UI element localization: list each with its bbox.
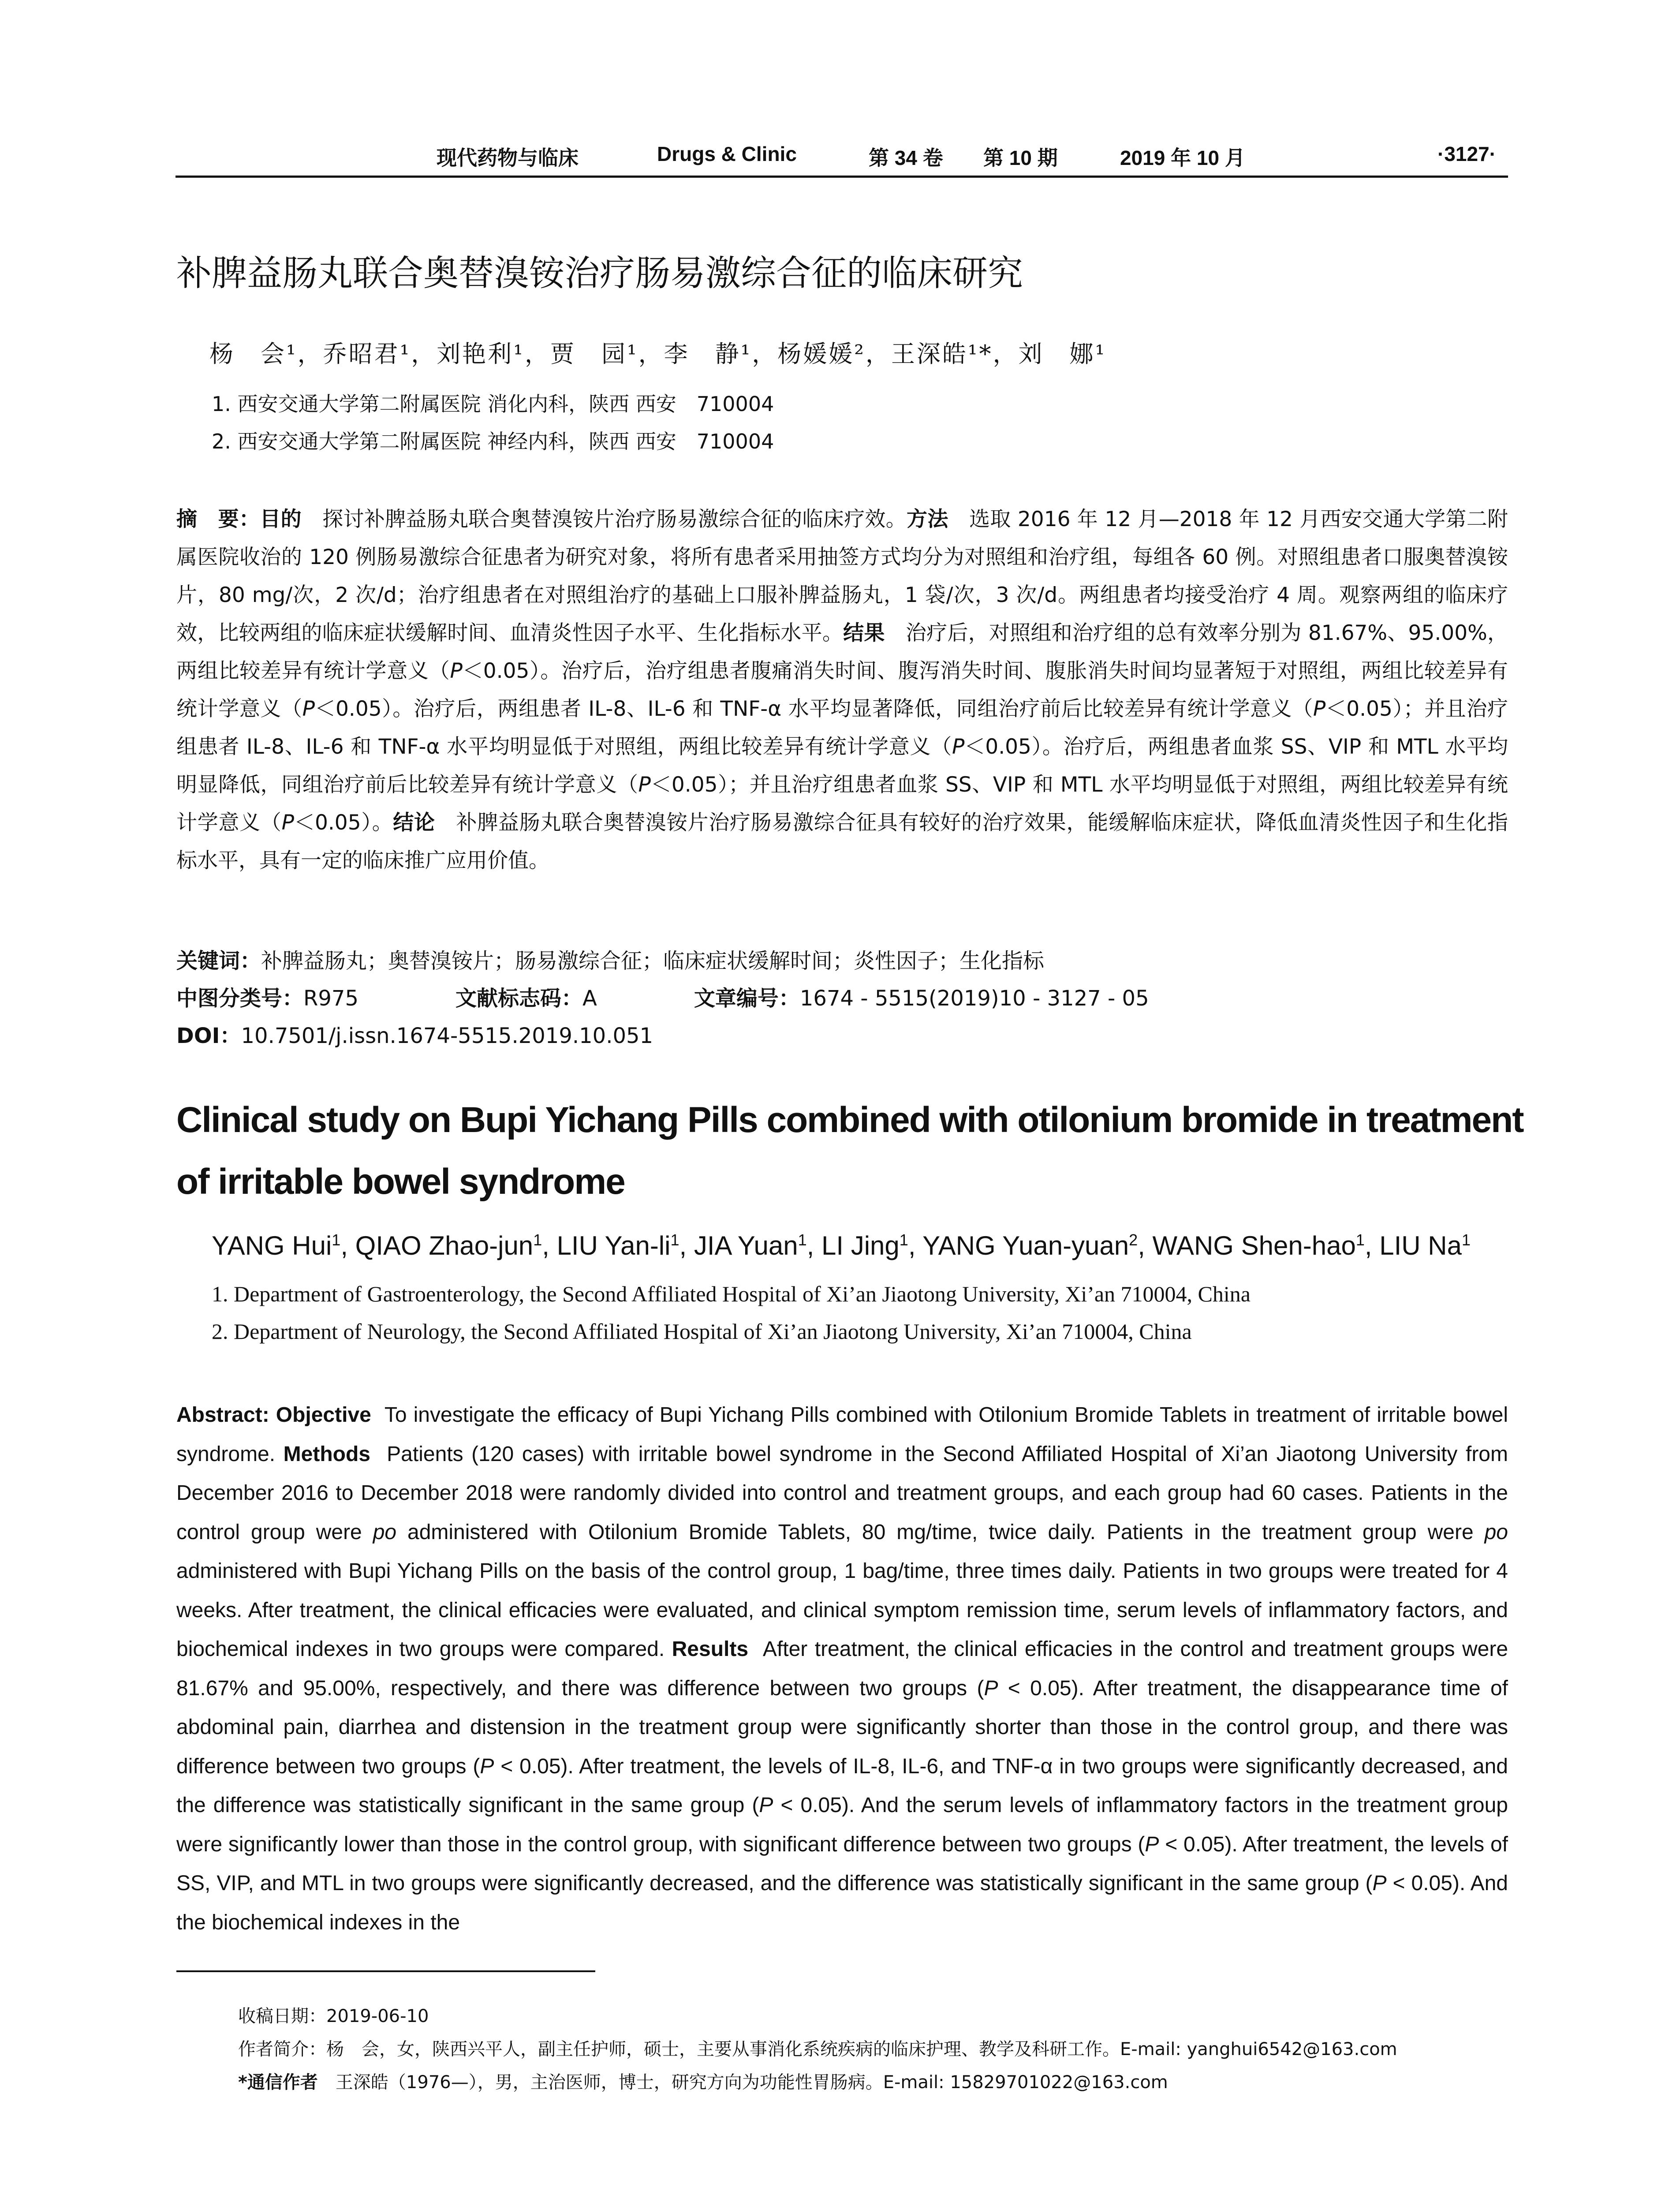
author-sup: 1 [332,1231,341,1249]
en-author: WANG Shen-hao [1152,1231,1356,1260]
cn-affiliation-2: 2. 西安交通大学第二附属医院 神经内科，陕西 西安 710004 [212,430,774,453]
en-methods-text: administered with Bupi Yichang Pills on the basis of the control group, 1 bag/time, three times daily. Patients in two groups were treated for 4 weeks. After treatment, the clinical efficacies were evaluated, and clinical symptom remission time, serum levels of inflammatory factors, and biochemical indexes in two groups were compared. [176,1559,1508,1661]
en-affiliation-2: 2. Department of Neurology, the Second Affiliated Hospital of Xi’an Jiaotong University, Xi’an 710004, China [212,1319,1192,1344]
doi-label: DOI： [176,1024,241,1048]
running-header [176,142,1508,168]
author-sup: 1 [1461,1231,1471,1249]
cn-keywords [176,944,1044,974]
doi-value: 10.7501/j.issn.1674-5515.2019.10.051 [241,1024,653,1048]
en-results-text: < 0.05). After treatment, the disappearance time of abdominal pain, diarrhea and distension in the treatment group were significantly shorter than those in the control group, and there was difference between two groups ( [176,1676,1508,1778]
doccode-label: 文献标志码： [455,986,582,1011]
en-results-text: < 0.05). And the biochemical indexes in the [176,1872,1508,1934]
en-authors: YANG Hui$^1$, QIAO Zhao-jun$^1$, LIU Yan-$li^1$, JIA Yuan$^1$, LI Jing$^1$, YANG Yuan-yuan$^2$, WANG Shen-hao$^1$, LIU Na$^1$ [212,1231,1471,1260]
cn-results-text: ＜0.05）；并且治疗组患者血浆 SS、VIP 和 MTL 水平均明显低于对照组，两组比较差异有统计学意义（ [176,773,1508,835]
p-value-symbol: P [638,773,651,797]
p-value-symbol: P [480,1754,494,1778]
p-value-symbol: P [952,735,965,759]
en-results-text: < 0.05). And the serum levels of inflammatory factors in the treatment group were significantly lower than those in the control group, with significant difference between two groups ( [176,1794,1508,1856]
en-author: YANG Yuan-yuan [922,1231,1129,1260]
en-results-label: Results [672,1637,749,1661]
doi-row [176,1019,653,1049]
en-objective-label: Objective [276,1403,371,1427]
author-sup: 1 [798,1231,807,1249]
en-affiliation-1: 1. Department of Gastroenterology, the Second Affiliated Hospital of Xi’an Jiaotong University, Xi’an 710004, China [212,1282,1251,1306]
corresponding-text: 王深皓（1976—），男，主治医师，博士，研究方向为功能性胃肠病。E-mail: 15829701022@163.com [317,2072,1168,2093]
author-sup: 1 [899,1231,908,1249]
p-value-symbol: P [450,659,463,683]
cn-results-text: ＜0.05）。治疗后，两组患者 IL-8、IL-6 和 TNF-α 水平均显著降低，同组治疗前后比较差异有统计学意义（ [314,697,1313,721]
po-abbrev: po [373,1520,397,1544]
keywords-text: 补脾益肠丸；奥替溴铵片；肠易激综合征；临床症状缓解时间；炎性因子；生化指标 [261,949,1045,973]
cn-results-text: 治疗后，对照组和治疗组的总有效率分别为 81.67%、95.00%，两组比较差异有统计学意义（ [176,621,1508,683]
en-methods-label: Methods [283,1442,370,1466]
en-methods-text: administered with Otilonium Bromide Tablets, 80 mg/time, twice daily. Patients in the treatment group were [407,1520,1474,1544]
article-no-label: 文章编号： [694,986,800,1011]
cn-authors: 杨 会¹，乔昭君¹，刘艳利¹，贾 园¹，李 静¹，杨媛媛²，王深皓¹*，刘 娜¹ [209,340,1107,368]
clc-value: R975 [303,986,358,1011]
cn-abstract [176,501,1508,880]
keywords-label: 关键词： [176,949,261,973]
header-date: 2019 年 10 月 [1120,146,1245,169]
en-results-text: < 0.05). After treatment, the levels of SS, VIP, and MTL in two groups were significantly decreased, and the difference was statistically significant in the same group ( [176,1832,1508,1895]
header-journal-en: Drugs & Clinic [657,142,797,165]
footnote-author-bio: 作者简介：杨 会，女，陕西兴平人，副主任护师，硕士，主要从事消化系统疾病的临床护理、教学及科研工作。E-mail: yanghui6542@163.com [238,2039,1397,2059]
cn-results-text: ＜0.05）。治疗后，两组患者血浆 SS、VIP 和 MTL 水平均明显降低，同组治疗前后比较差异有统计学意义（ [176,735,1508,797]
en-methods-text: Patients (120 cases) with irritable bowel syndrome in the Second Affiliated Hospital of Xi’an Jiaotong University from December 2016 to December 2018 were randomly divided into control and treatment groups, and each group had 60 cases. Patients in the control group were [176,1442,1508,1544]
p-value-symbol: P [281,811,294,835]
cn-classification-row [176,981,1149,1012]
en-author: LI Jing [821,1231,900,1260]
cn-conclusion-label: 结论 [393,811,435,835]
cn-methods-text: 选取 2016 年 12 月—2018 年 12 月西安交通大学第二附属医院收治的 120 例肠易激综合征患者为研究对象，将所有患者采用抽签方式均分为对照组和治疗组，每组各 60 例。对照组患者口服奥替溴铵片，80 mg/次，2 次/d；治疗组患者在对照组治疗的基础上口服补脾益肠丸，1 袋/次，3 次/d。两组患者均接受治疗 4 周。观察两组的临床疗效，比较两组的临床症状缓解时间、血清炎性因子水平、生化指标水平。 [176,507,1508,645]
en-results-text: < 0.05). After treatment, the levels of IL-8, IL-6, and TNF-α in two groups were significantly decreased, and the difference was statistically significant in the same group ( [176,1754,1508,1817]
po-abbrev: po [1484,1520,1508,1544]
header-rule [175,176,1508,178]
p-value-symbol: P [984,1676,998,1700]
cn-results-text: ＜0.05）。治疗后，治疗组患者腹痛消失时间、腹泻消失时间、腹胀消失时间均显著短于对照组，两组比较差异有统计学意义（ [176,659,1508,721]
footnote-received: 收稿日期：2019-06-10 [238,2006,429,2026]
p-value-symbol: P [1145,1832,1159,1856]
en-author: LIU Na [1379,1231,1462,1260]
cn-abstract-label: 摘 要： [176,507,260,531]
p-value-symbol: P [302,697,315,721]
cn-affiliation-1: 1. 西安交通大学第二附属医院 消化内科，陕西 西安 710004 [212,392,774,416]
cn-objective-label: 目的 [260,507,302,531]
en-author: QIAO Zhao-jun [355,1231,534,1260]
author-sup: 1 [670,1231,679,1249]
p-value-symbol: P [759,1794,773,1817]
cn-conclusion-text: 补脾益肠丸联合奥替溴铵片治疗肠易激综合征具有较好的治疗效果，能缓解临床症状，降低血清炎性因子和生化指标水平，具有一定的临床推广应用价值。 [176,811,1508,873]
article-no-value: 1674 - 5515(2019)10 - 3127 - 05 [799,986,1149,1011]
en-author: YANG Hui [212,1231,332,1260]
p-value-symbol: P [1372,1872,1387,1895]
author-sup: 2 [1129,1231,1138,1249]
cn-results-label: 结果 [843,621,885,645]
footnote-corresponding [238,2068,1168,2093]
en-results-text: After treatment, the clinical efficacies in the control and treatment groups were 81.67% and 95.00%, respectively, and there was difference between two groups ( [176,1637,1508,1700]
header-volume: 第 34 卷 [869,146,943,169]
footnote-rule [176,1970,595,1972]
clc-label: 中图分类号： [176,986,304,1011]
p-value-symbol: P [1313,697,1326,721]
en-author: LIU Yan-li [556,1231,671,1260]
cn-results-text: ＜0.05）；并且治疗组患者 IL-8、IL-6 和 TNF-α 水平均明显低于对照组，两组比较差异有统计学意义（ [176,697,1508,759]
header-issue: 第 10 期 [983,146,1058,169]
cn-methods-label: 方法 [907,507,948,531]
header-journal-cn: 现代药物与临床 [437,146,579,169]
en-objective-text: To investigate the efficacy of Bupi Yichang Pills combined with Otilonium Bromide Tablets in treatment of irritable bowel syndrome. [176,1403,1508,1466]
cn-results-text: ＜0.05）。 [294,811,393,835]
corresponding-label: *通信作者 [238,2072,318,2093]
author-sup: 1 [533,1231,542,1249]
doccode-value: A [582,986,597,1011]
author-sup: 1 [1355,1231,1365,1249]
cn-title: 补脾益肠丸联合奥替溴铵治疗肠易激综合征的临床研究 [176,253,1023,294]
header-page: ·3127· [1437,142,1496,165]
cn-objective-text: 探讨补脾益肠丸联合奥替溴铵片治疗肠易激综合征的临床疗效。 [301,507,907,531]
en-author: JIA Yuan [694,1231,798,1260]
en-abstract [176,1396,1508,1942]
en-title: Clinical study on Bupi Yichang Pills combined with otilonium bromide in treatment of irritable bowel syndrome [176,1100,1523,1202]
en-abstract-label: Abstract: [176,1403,269,1427]
